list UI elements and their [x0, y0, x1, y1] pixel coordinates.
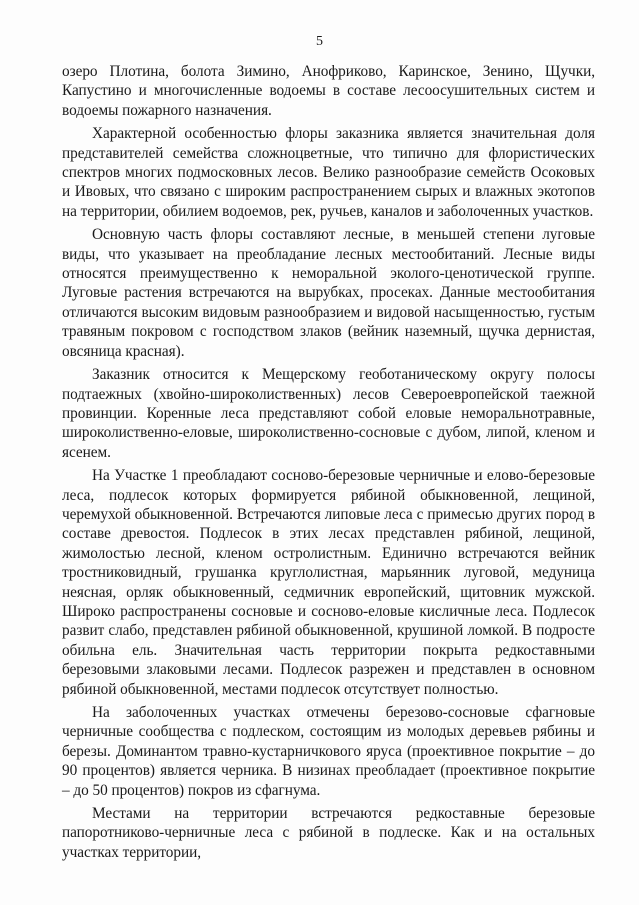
paragraph-geobotanical-district: Заказник относится к Мещерскому геоботаническому округу полосы подтаежных (хвойно-широколиственных) лесов Североевропейской таежной провинции. Коренные леса представляют собой еловые неморальнотравные, широколиственно-еловые, широколиственно-сосновые с дубом, липой, кленом и ясенем. [62, 366, 595, 461]
page-number: 5 [316, 34, 323, 49]
paragraph-wetlands: На заболоченных участках отмечены березово-сосновые сфагновые черничные сообщества с подлеском, состоящим из молодых деревьев рябины и березы. Доминантом травно-кустарничкового яруса (проективное покрытие – до 90 процентов) является черника. В низинах преобладает (проективное покрытие – до 50 процентов) покров из сфагнума. [62, 704, 595, 799]
paragraph-forest-species: Основную часть флоры составляют лесные, в меньшей степени луговые виды, что указывает на преобладание лесных местообитаний. Лесные виды относятся преимущественно к неморальной эколого-ценотической группе. Луговые растения встречаются на вырубках, просеках. Данные местообитания отличаются высоким видовым разнообразием и видовой насыщенностью, густым травяным покровом с господством злаков (вейник наземный, щучка дернистая, овсяница красная). [62, 226, 595, 360]
document-body [62, 62, 595, 862]
paragraph-birch-forests: Местами на территории встречаются редкоставные березовые папоротниково-черничные леса с рябиной в подлеске. Как и на остальных участках территории, [62, 805, 595, 861]
paragraph-site-1: На Участке 1 преобладают сосново-березовые черничные и елово-березовые леса, подлесок которых формируется рябиной обыкновенной, лещиной, черемухой обыкновенной. Встречаются липовые леса с примесью других пород в составе древостоя. Подлесок в этих лесах представлен рябиной, лещиной, жимолостью лесной, кленом остролистным. Единично встречаются вейник тростниковидный, грушанка круглолистная, марьянник луговой, медуница неясная, орляк обыкновенный, седмичник европейский, щитовник мужской. Широко распространены сосновые и сосново-еловые кисличные леса. Подлесок развит слабо, представлен рябиной обыкновенной, крушиной ломкой. В подросте обильна ель. Значительная часть территории покрыта редкоставными березовыми злаковыми лесами. Подлесок разрежен и представлен в основном рябиной обыкновенной, местами подлесок отсутствует полностью. [62, 467, 595, 698]
paragraph-flora-features: Характерной особенностью флоры заказника является значительная доля представителей семейства сложноцветные, что типично для флористических спектров многих подмосковных лесов. Велико разнообразие семейств Осоковых и Ивовых, что связано с широким распространением сырых и влажных экотопов на территории, обилием водоемов, рек, ручьев, каналов и заболоченных участков. [62, 125, 595, 220]
paragraph-water-bodies: озеро Плотина, болота Зимино, Анофриково, Каринское, Зенино, Щучки, Капустино и многочисленные водоемы в составе лесоосушительных систем и водоемы пожарного назначения. [62, 63, 595, 119]
